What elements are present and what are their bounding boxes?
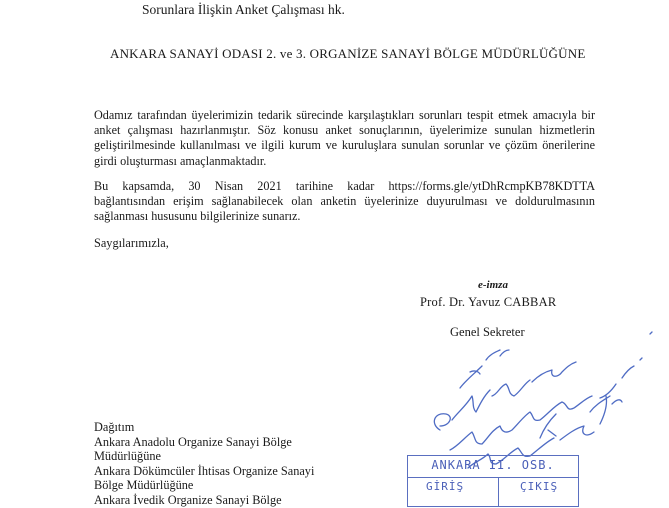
handwriting-stroke xyxy=(460,350,509,388)
paragraph-line: sağlanması hususunu bilgilerinize sunarız. xyxy=(94,209,301,224)
document-subject: Sorunlara İlişkin Anket Çalışması hk. xyxy=(142,2,345,17)
signer-name: Prof. Dr. Yavuz CABBAR xyxy=(420,295,557,309)
distribution-item: Müdürlüğüne xyxy=(94,449,161,464)
stamp-col-in: GİRİŞ xyxy=(426,480,465,493)
paragraph-line: bağlantısından erişim sağlanabilecek olan anketin üyelerinize duyurulması ve doldurulmasının xyxy=(94,194,595,209)
distribution-item: Ankara İvedik Organize Sanayi Bölge xyxy=(94,492,282,507)
incoming-stamp xyxy=(407,455,579,507)
document-addressee: ANKARA SANAYİ ODASI 2. ve 3. ORGANİZE SANAYİ BÖLGE MÜDÜRLÜĞÜNE xyxy=(110,46,586,61)
stamp-row xyxy=(408,477,578,506)
distribution-item: Ankara Anadolu Organize Sanayi Bölge xyxy=(94,434,292,449)
distribution-item: Bölge Müdürlüğüne xyxy=(94,478,194,493)
distribution-heading: Dağıtım xyxy=(94,420,135,434)
paragraph-line: geliştirilmesinde kullanılması ve ilgili kurum ve kuruluşlara sunulan sorunlar ve çözüm önerilerine xyxy=(94,138,595,153)
stamp-divider xyxy=(498,478,499,506)
signer-title: Genel Sekreter xyxy=(450,325,525,339)
paragraph-line: anket çalışması hazırlanmıştır. Söz konusu anket sonuçlarının, üyelerimize sunulan hizmetlerin xyxy=(94,123,595,138)
handwriting-stroke xyxy=(450,396,592,450)
e-signature-label: e-imza xyxy=(478,279,508,291)
handwriting-stroke xyxy=(540,332,652,438)
stamp-col-out: ÇIKIŞ xyxy=(520,480,559,493)
paragraph-line: girdi oluşturması amaçlanmaktadır. xyxy=(94,153,267,168)
paragraph-line: Bu kapsamda, 30 Nisan 2021 tarihine kadar https://forms.gle/ytDhRcmpKB78KDTTA xyxy=(94,179,595,193)
closing-salutation: Saygılarımızla, xyxy=(94,236,169,250)
handwriting-stroke xyxy=(434,362,576,430)
stamp-header: ANKARA II. OSB. xyxy=(431,458,555,472)
distribution-item: Ankara Dökümcüler İhtisas Organize Sanayi xyxy=(94,463,315,478)
paragraph-line: Odamız tarafından üyelerimizin tedarik sürecinde karşılaştıkları sorunları tespit etmek amacıyla bir xyxy=(94,108,595,122)
